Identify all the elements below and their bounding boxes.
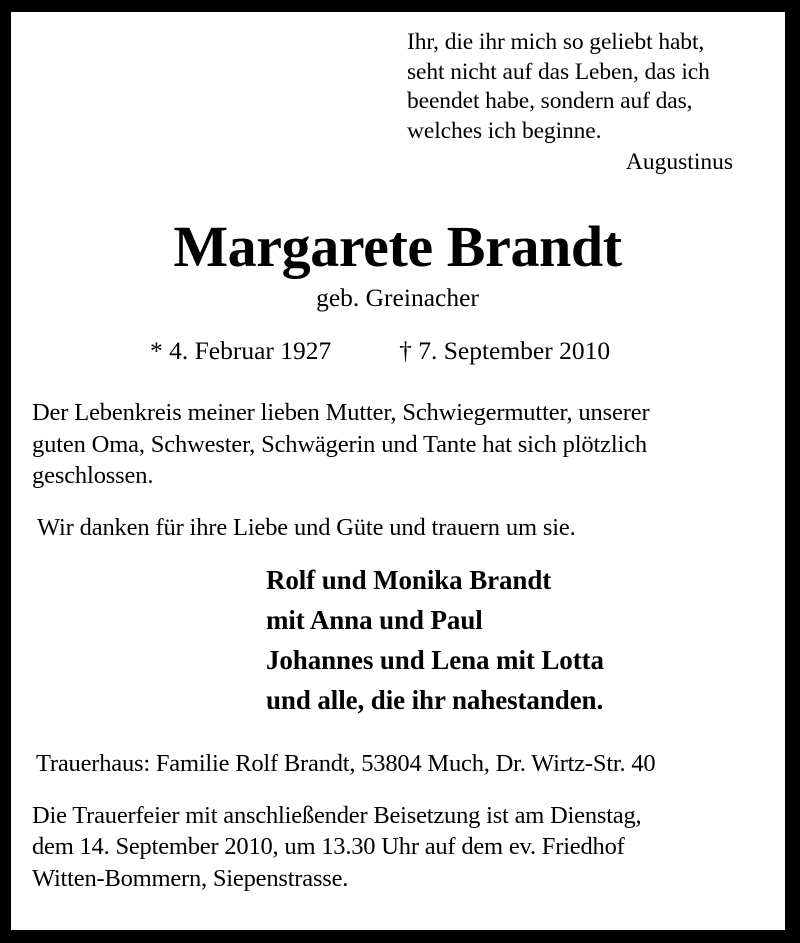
main-paragraph [32, 397, 788, 492]
family-line-3: Johannes und Lena mit Lotta [266, 645, 604, 675]
thanks-paragraph: Wir danken für ihre Liebe und Güte und trauern um sie. [37, 513, 576, 541]
epigraph-line-4: welches ich beginne. [407, 117, 602, 144]
body-text-block [32, 397, 788, 543]
epigraph-attribution: Augustinus [625, 149, 733, 175]
deceased-name: Margarete Brandt [173, 214, 622, 279]
family-names-block [266, 560, 604, 720]
epigraph-line-3: beendet habe, sondern auf das, [407, 88, 693, 114]
epigraph-line-1: Ihr, die ihr mich so geliebt habt, [407, 29, 705, 55]
family-line-2: mit Anna und Paul [266, 605, 483, 635]
family-line-4: und alle, die ihr nahestanden. [266, 685, 604, 715]
main-paragraph-line-1: Der Lebenkreis meiner lieben Mutter, Schwiegermutter, unserer [32, 399, 650, 426]
birth-star-icon: * [150, 336, 163, 365]
name-block [11, 214, 785, 314]
death-date: 7. September 2010 [418, 336, 611, 365]
main-paragraph-line-2: guten Oma, Schwester, Schwägerin und Tante hat sich plötzlich [32, 430, 648, 458]
main-paragraph-line-3: geschlossen. [32, 462, 154, 489]
birth-date: 4. Februar 1927 [169, 336, 332, 365]
ceremony-details [32, 800, 788, 895]
ceremony-line-2: dem 14. September 2010, um 13.30 Uhr auf dem ev. Friedhof [32, 833, 625, 860]
ceremony-line-1: Die Trauerfeier mit anschließender Beisetzung ist am Dienstag, [32, 801, 642, 829]
mourning-house-address: Trauerhaus: Familie Rolf Brandt, 53804 Much, Dr. Wirtz-Str. 40 [36, 750, 656, 777]
obituary-paper [11, 12, 785, 930]
epigraph-block [407, 28, 733, 178]
maiden-name: geb. Greinacher [316, 283, 479, 312]
life-dates [150, 334, 610, 368]
ceremony-line-3: Witten-Bommern, Siepenstrasse. [32, 864, 349, 892]
family-line-1: Rolf und Monika Brandt [266, 565, 552, 595]
epigraph-line-2: seht nicht auf das Leben, das ich [407, 58, 710, 85]
death-cross-icon: † [399, 336, 412, 365]
closing-details-block [32, 748, 788, 894]
